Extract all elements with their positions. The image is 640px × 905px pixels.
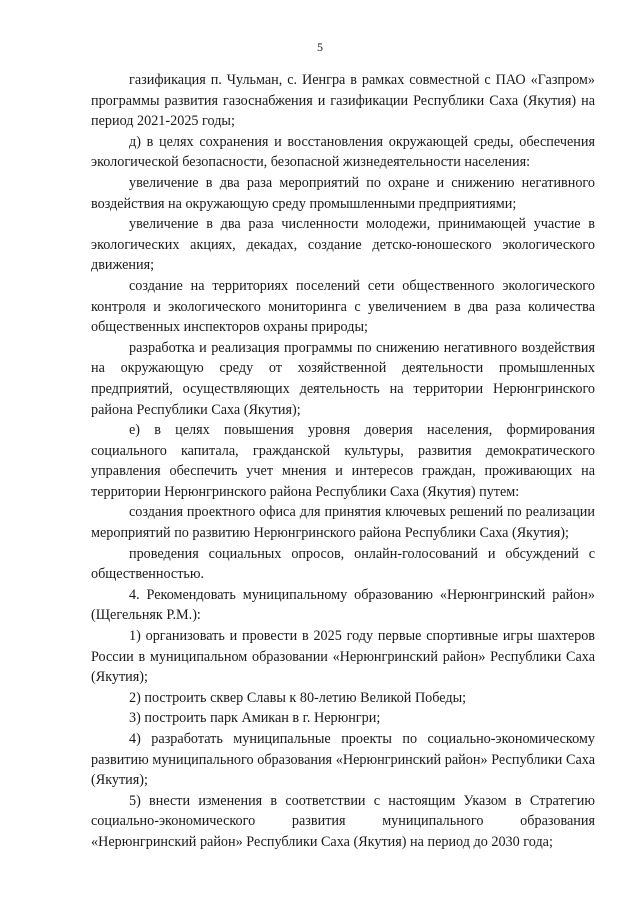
document-body [91,70,595,853]
paragraph-environment-item: увеличение в два раза численности молодежи, принимающей участие в экологических акциях, декадах, создание детско-юношеского экологического движения; [91,216,595,274]
page-number: 5 [317,40,323,54]
paragraph-recommendation-item: 4) разработать муниципальные проекты по социально-экономическому развитию муниципального образования «Нерюнгринский район» Республики Саха (Якутия); [91,731,595,789]
paragraph-trust-heading: е) в целях повышения уровня доверия населения, формирования социального капитала, гражданской культуры, развития демократического управления обеспечить учет мнения и интересов граждан, проживающих на территории Нерюнгринского района Республики Саха (Якутия) путем: [91,422,595,500]
paragraph-recommendation-item: 5) внести изменения в соответствии с настоящим Указом в Стратегию социально-экономического развития муниципального образования «Нерюнгринский район» Республики Саха (Якутия) на период до 2030 года; [91,792,595,850]
paragraph-environment-item: разработка и реализация программы по снижению негативного воздействия на окружающую среду от хозяйственной деятельности промышленных предприятий, осуществляющих деятельность на территории Нерюнгринского района Республики Саха (Якутия); [91,339,595,418]
paragraph-trust-item: создания проектного офиса для принятия ключевых решений по реализации мероприятий по развитию Нерюнгринского района Республики Саха (Якутия); [91,504,595,542]
paragraph-environment-item: создание на территориях поселений сети общественного экологического контроля и экологического мониторинга с увеличением в два раза количества общественных инспекторов охраны природы; [91,277,595,336]
paragraph-environment-heading: д) в целях сохранения и восстановления окружающей среды, обеспечения экологической безопасности, безопасной жизнедеятельности населения: [91,133,595,171]
paragraph-environment-item: увеличение в два раза мероприятий по охране и снижению негативного воздействия на окружающую среду промышленными предприятиями; [91,174,595,212]
paragraph-gasification: газификация п. Чульман, с. Иенгра в рамках совместной с ПАО «Газпром» программы развития газоснабжения и газификации Республики Саха (Якутия) на период 2021-2025 годы; [91,72,595,130]
paragraph-recommendation-item: 1) организовать и провести в 2025 году первые спортивные игры шахтеров России в муниципальном образовании «Нерюнгринский район» Республики Саха (Якутия); [91,628,595,686]
paragraph-recommendation-item: 2) построить сквер Славы к 80-летию Великой Победы; [129,689,467,706]
paragraph-recommendation-heading: 4. Рекомендовать муниципальному образованию «Нерюнгринский район» (Щегельняк Р.М.): [91,586,595,624]
paragraph-recommendation-item: 3) построить парк Амикан в г. Нерюнгри; [129,710,381,727]
paragraph-trust-item: проведения социальных опросов, онлайн-голосований и обсуждений с общественностью. [91,545,595,583]
